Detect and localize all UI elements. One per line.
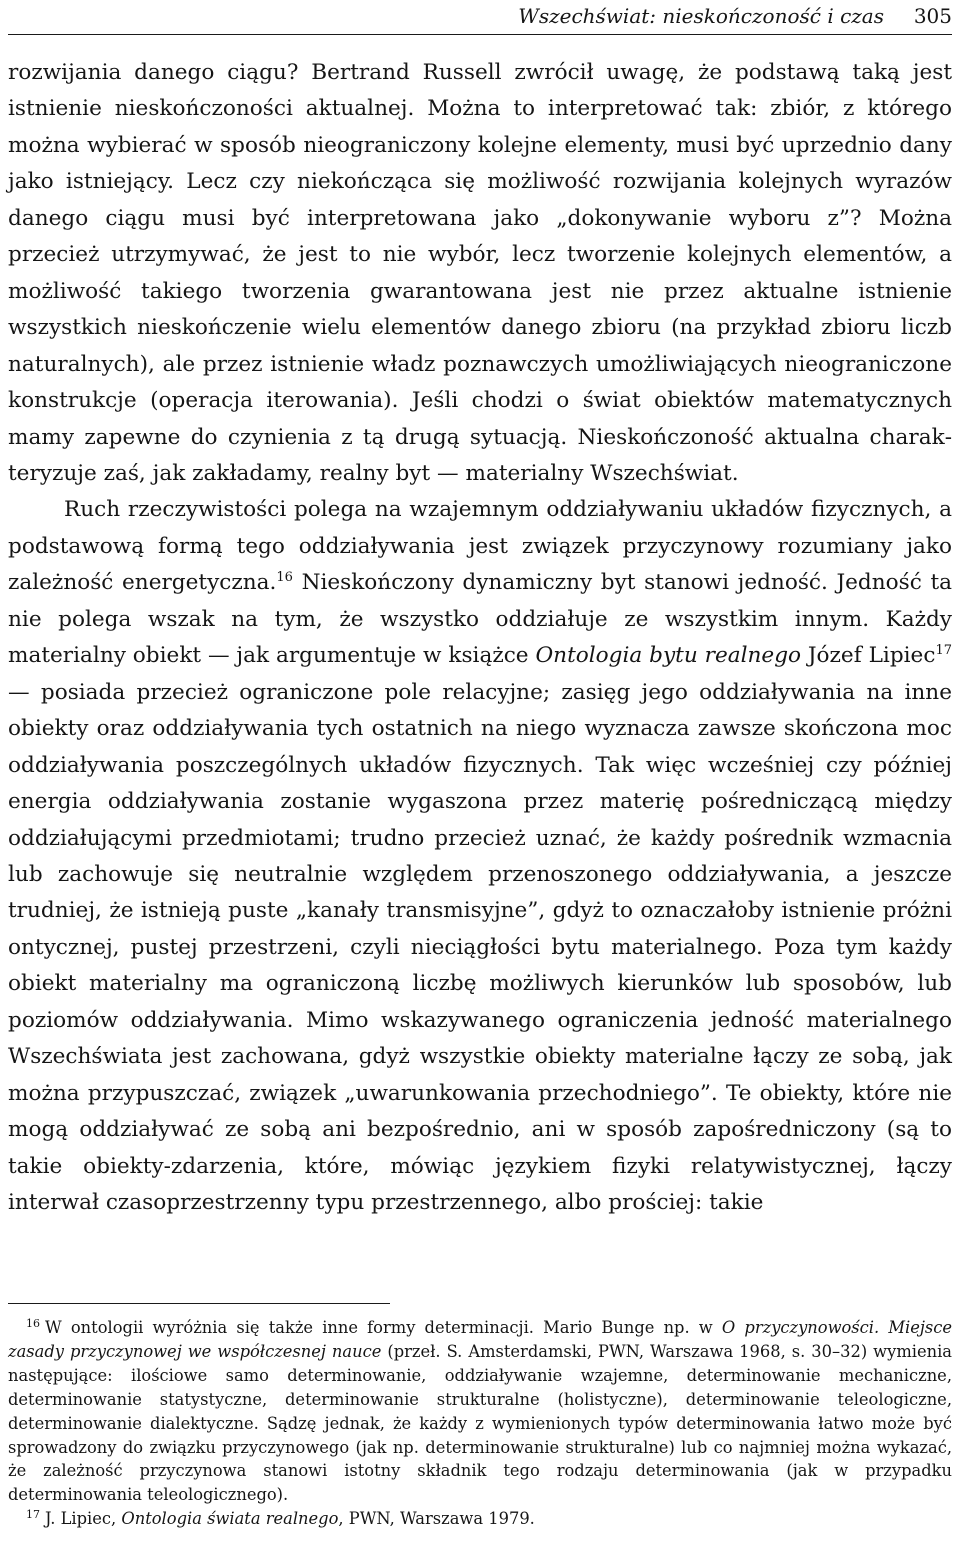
running-head: [8, 0, 952, 35]
running-title: Wszechświat: nieskończoność i czas: [518, 4, 884, 28]
paragraph-2-text-b: Nieskończony dynamiczny byt stanowi jedność. Jedność ta nie polega wszak na tym, że wszystko oddziałuje ze wszystkim innym. Każdy materialny obiekt — jak argumentuje w książce: [8, 570, 953, 669]
footnote-17-number: 17: [26, 1508, 40, 1522]
footnote-17: [8, 1507, 952, 1531]
footnote-17-text-a: J. Lipiec,: [45, 1509, 122, 1529]
paragraph-2-text-d: — posiada przecież ograniczone pole relacyjne; zasięg jego oddziaływania na inne obiekty oraz oddziaływania tych ostatnich na niego wyznacza zawsze skończona moc oddziaływania poszczególnych układów fizycznych. Tak więc wcześniej czy później energia oddziaływania zostanie wygaszona przez materię pośredniczącą między oddziałującymi przedmiotami; trudno przecież uznać, że każdy pośrednik wzmacnia lub zachowuje się neutralnie względem przenoszonego oddziaływania, a jeszcze trudniej, że istnieją puste „kanały transmisyjne”, gdyż to oznaczałoby istnienie próżni ontycznej, pustej przestrzeni, czyli nieciągłości bytu materialnego. Poza tym każdy obiekt materialny ma ograniczoną liczbę możliwych kierunków lub sposobów, lub poziomów oddziaływania. Mimo wskazywanego ograniczenia jedność materialnego Wszechświata jest zachowana, gdyż wszystkie obiekty materialne łączy ze sobą, jak można przypuszczać, związek „uwarunkowania przechodniego”. Te obiekty, które nie mogą oddziaływać ze sobą ani bezpośrednio, ani w sposób zapośredniczony (są to takie obiekty-zdarzenia, które, mówiąc językiem fizyki relatywistycznej, łączy interwał czasoprzestrzenny typu przestrzennego, albo prościej: takie: [8, 679, 952, 1216]
footnote-divider: [8, 1303, 390, 1304]
book-title-ontologia-bytu-realnego: Ontologia bytu realnego: [535, 643, 802, 669]
footnote-ref-16: 16: [276, 570, 293, 586]
paragraph-2-text-a: Ruch rzeczywistości polega na wzajemnym oddziaływaniu układów fizycznych, a podstawową formą tego oddziaływania jest związek przyczynowy rozumiany jako zależność energetyczna.: [8, 497, 952, 596]
footnote-17-text-b: , PWN, Warszawa 1979.: [338, 1509, 535, 1529]
footnote-16-title: O przyczynowości. Miejsce zasady przyczynowej we współczesnej nauce: [8, 1318, 952, 1361]
footnote-16-text-b: (przeł. S. Amsterdamski, PWN, Warszawa 1968, s. 30–32) wymienia następujące: ilościowe samo determinowanie, oddziaływanie wzajemne, determinowanie mechaniczne, determinowanie statystyczne, determinowanie strukturalne (holistyczne), determinowanie teleologiczne, determinowanie dialektyczne. Sądzę jednak, że każdy z wymienionych typów determinowania łatwo może być sprowadzony do związku przyczynowego (jak np. determinowanie strukturalne) lub co najmniej można wykazać, że zależność przyczynowa stanowi istotny składnik tego rodzaju determinowania (jak w przypadku determinowania teleologicznego).: [8, 1341, 952, 1505]
paragraph-2-text-c: Józef Lipiec: [801, 643, 936, 669]
footnotes: [8, 1316, 952, 1531]
footnote-16-text-a: W ontologii wyróżnia się także inne formy determinacji. Mario Bunge np. w: [45, 1318, 722, 1337]
footnote-ref-17: 17: [935, 643, 952, 659]
footnote-16-number: 16: [26, 1317, 40, 1330]
footnote-17-title: Ontologia świata realnego: [121, 1509, 339, 1529]
main-text: [8, 55, 952, 1222]
footnote-16: [8, 1316, 952, 1507]
page-number: 305: [913, 4, 952, 28]
paragraph-2: [8, 492, 952, 1221]
paragraph-1-text: rozwijania danego ciągu? Bertrand Russell zwrócił uwagę, że podstawą taką jest istnienie nieskończoności aktualnej. Można to interpretować tak: zbiór, z którego można wybierać w sposób nieograniczony kolejne elementy, musi być uprzednio dany jako istniejący. Lecz czy niekończąca się możliwość rozwijania kolejnych wyrazów danego ciągu musi być interpretowana jako „dokonywanie wyboru z”? Można przecież utrzymywać, że jest to nie wybór, lecz tworzenie kolejnych elementów, a możliwość takiego tworzenia gwarantowana jest nie przez aktualne istnienie wszystkich nieskończenie wielu elementów danego zbioru (na przykład zbioru liczb naturalnych), ale przez istnienie władz poznawczych umożliwiających nieograniczone konstrukcje (operacja iterowania). Jeśli chodzi o świat obiektów matematycznych mamy zapewne do czynienia z tą drugą sytuacją. Nieskończoność aktualna charakteryzuje zaś, jak zakładamy, realny byt — materialny Wszechświat.: [8, 60, 952, 486]
paragraph-1: [8, 55, 952, 492]
